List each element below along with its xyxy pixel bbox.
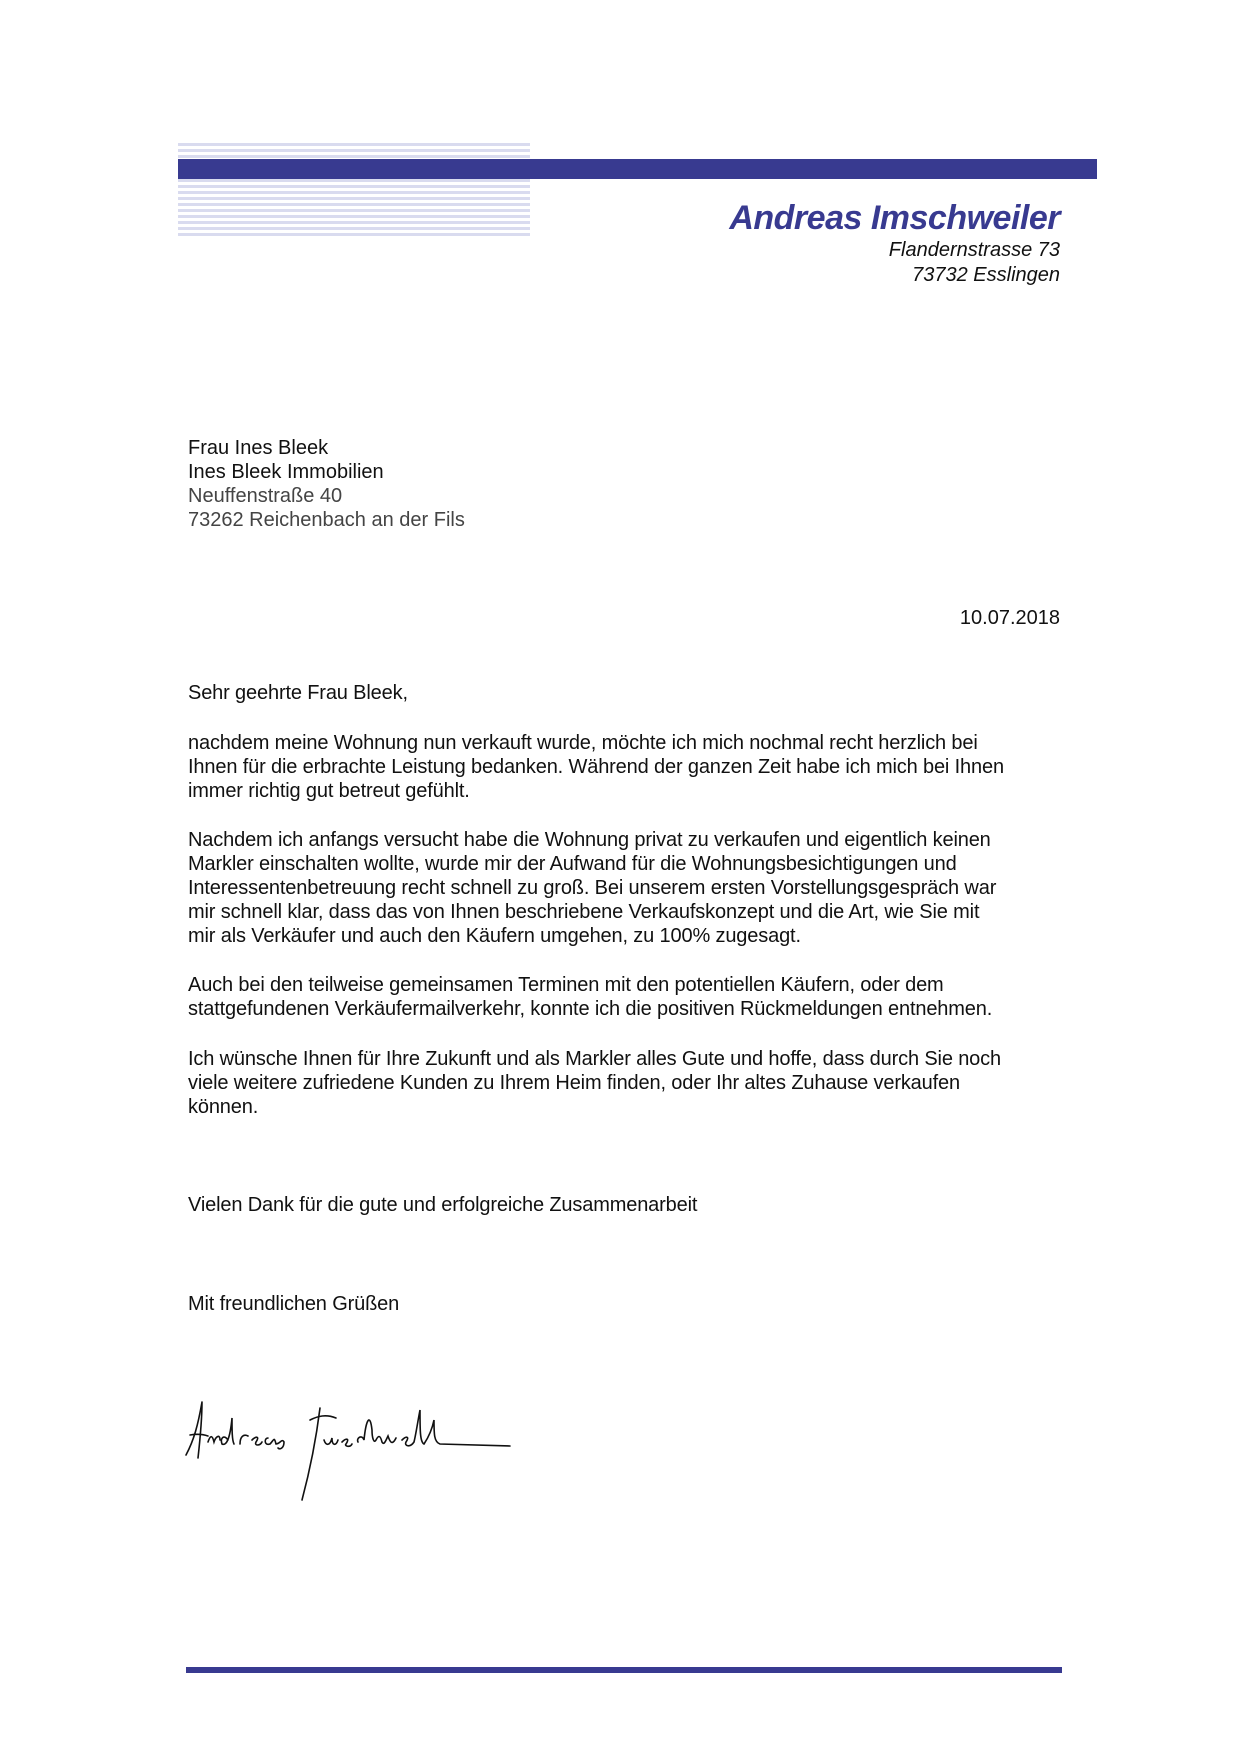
text-line: Nachdem ich anfangs versucht habe die Wohnung privat zu verkaufen und eigentlich keinen: [188, 829, 991, 851]
text-line: mir schnell klar, dass das von Ihnen beschriebene Verkaufskonzept und die Art, wie Sie mit: [188, 901, 980, 923]
paragraph-4: [188, 1047, 1001, 1119]
text-line: Ihnen für die erbrachte Leistung bedanken. Während der ganzen Zeit habe ich mich bei Ihnen: [188, 756, 1004, 778]
letter-date: 10.07.2018: [959, 607, 1060, 629]
sender-name: Andreas Imschweiler: [729, 199, 1060, 237]
text-line: nachdem meine Wohnung nun verkauft wurde, möchte ich mich nochmal recht herzlich bei: [188, 732, 978, 754]
text-line: immer richtig gut betreut gefühlt.: [188, 780, 470, 802]
text-line: Markler einschalten wollte, wurde mir der Aufwand für die Wohnungsbesichtigungen und: [188, 853, 957, 875]
letterhead-stripes: [178, 143, 530, 236]
text-line: viele weitere zufriedene Kunden zu Ihrem Heim finden, oder Ihr altes Zuhause verkaufen: [188, 1072, 960, 1094]
text-line: können.: [188, 1096, 259, 1118]
paragraph-2: [188, 828, 996, 948]
recipient-company: Ines Bleek Immobilien: [188, 461, 384, 483]
paragraph-3: [188, 973, 992, 1021]
thanks-line: Vielen Dank für die gute und erfolgreiche Zusammenarbeit: [188, 1194, 698, 1216]
text-line: Auch bei den teilweise gemeinsamen Terminen mit den potentiellen Käufern, oder dem: [188, 974, 944, 996]
closing: Mit freundlichen Grüßen: [188, 1293, 400, 1315]
salutation: Sehr geehrte Frau Bleek,: [188, 682, 408, 704]
text-line: mir als Verkäufer und auch den Käufern umgehen, zu 100% zugesagt.: [188, 925, 801, 947]
sender-street: Flandernstrasse 73: [888, 239, 1060, 261]
sender-block: [729, 198, 1060, 288]
text-line: Ich wünsche Ihnen für Ihre Zukunft und als Markler alles Gute und hoffe, dass durch Sie noch: [188, 1048, 1001, 1070]
recipient-name: Frau Ines Bleek: [188, 437, 329, 459]
sender-city: 73732 Esslingen: [912, 264, 1060, 286]
recipient-address: [188, 436, 465, 532]
letterhead-bar: [178, 159, 1097, 179]
footer-bar: [186, 1667, 1062, 1673]
recipient-city: 73262 Reichenbach an der Fils: [188, 509, 465, 531]
text-line: stattgefundenen Verkäufermailverkehr, konnte ich die positiven Rückmeldungen entnehmen.: [188, 998, 993, 1020]
recipient-street: Neuffenstraße 40: [188, 485, 343, 507]
signature-image: [180, 1390, 560, 1510]
text-line: Interessentenbetreuung recht schnell zu groß. Bei unserem ersten Vorstellungsgespräch war: [188, 877, 997, 899]
paragraph-1: [188, 731, 1004, 803]
